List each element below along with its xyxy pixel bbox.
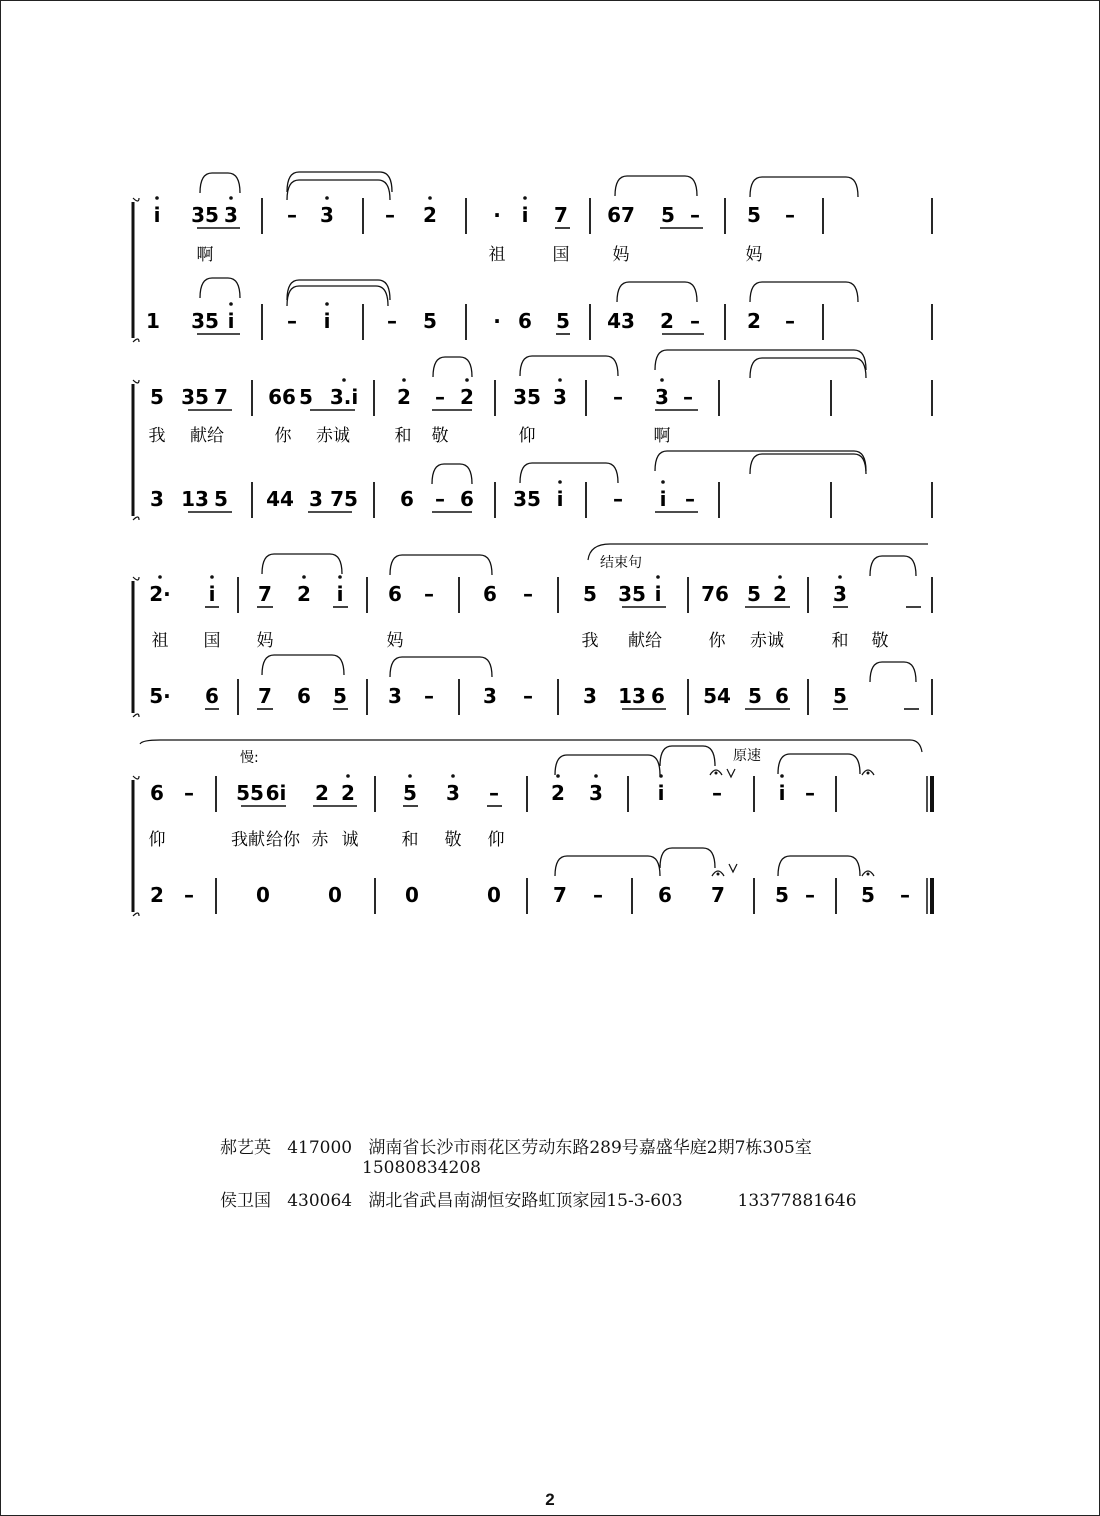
upper-note: – [424,582,434,606]
upper-note: 2 [397,385,411,409]
lower-note: i [556,487,564,511]
upper-note: 2 [315,781,329,805]
upper-note: i [654,582,662,606]
octave-dot [451,774,455,778]
octave-dot [229,196,233,200]
lyric: 妈 [256,631,274,651]
lyric: 你 [708,631,726,651]
lyric: 献给 [628,631,662,651]
breath-mark [729,864,737,872]
slur-arc [432,464,472,484]
lower-note: 44 [266,487,294,511]
slur-arc [615,176,697,196]
slur-arc [555,856,660,876]
lyric: 妈 [386,631,404,651]
upper-note: – [385,203,395,227]
octave-dot [155,196,159,200]
lower-note: 0 [405,883,419,907]
fermata-dot [715,772,718,775]
lower-note: – [805,883,815,907]
contact-2-address: 湖北省武昌南湖恒安路虹顶家园15-3-603 [368,1191,683,1211]
slur-arc [750,454,866,474]
octave-dot [523,196,527,200]
octave-dot [346,774,350,778]
upper-note: 3 [833,582,847,606]
lower-note: – [613,487,623,511]
upper-note: 6i [265,781,287,805]
lower-note: 6 [518,309,532,333]
lower-note: 0 [328,883,342,907]
lyric: 妈 [612,245,630,265]
marking-original-tempo: 原速 [733,748,761,764]
upper-note: 2 [551,781,565,805]
lower-note: 5 [214,487,228,511]
upper-note: 6 [150,781,164,805]
slur-arc [433,357,472,377]
lower-note: – [287,309,297,333]
lyric: 赤诚 [750,631,784,651]
lower-note: 5 [423,309,437,333]
lyric: 我 [581,631,599,651]
lyric: 我 [148,426,166,446]
upper-note: 5 [403,781,417,805]
octave-dot [656,575,660,579]
upper-note: i [778,781,786,805]
contact-1-name: 郝艺英 [220,1138,271,1158]
lower-note: 6 [205,684,219,708]
upper-note: i [208,582,216,606]
lower-note: 5 [861,883,875,907]
lyric: 和 [394,426,412,446]
lower-note: – [685,487,695,511]
lyric: 国 [552,245,570,265]
lyric: 给你 [266,830,300,850]
lyric: 和 [401,830,419,850]
upper-note: 7 [258,582,272,606]
upper-note: i [336,582,344,606]
slur-arc [287,180,390,200]
octave-dot [659,774,663,778]
slur-arc [200,278,240,298]
contact-2-postcode: 430064 [287,1191,353,1211]
lower-note: i [227,309,235,333]
upper-note: 3.i [329,385,359,409]
octave-dot [558,378,562,382]
upper-note: – [785,203,795,227]
lower-note: 54 [703,684,731,708]
contact-2-phone: 13377881646 [737,1191,857,1211]
page-number: 2 [545,1490,555,1509]
upper-note: 5 [299,385,313,409]
octave-dot [660,378,664,382]
lower-note: 5· [149,684,171,708]
octave-dot [556,774,560,778]
upper-note: 67 [607,203,635,227]
octave-dot [402,378,406,382]
lower-note: 35 [191,309,219,333]
lyric: 啊 [653,426,671,446]
upper-note: i [521,203,529,227]
lower-note: – [785,309,795,333]
upper-note: 3 [655,385,669,409]
octave-dot [780,774,784,778]
slur-arc [778,856,860,876]
upper-note: – [523,582,533,606]
slur-arc [660,848,715,868]
lower-note: 35 [513,487,541,511]
octave-dot [158,575,162,579]
slur-arc [287,280,390,300]
lower-note: 6 [400,487,414,511]
lyric: 诚 [341,830,359,850]
lower-note: 3 [483,684,497,708]
lower-note: 5 [748,684,762,708]
lyric: 仰 [487,830,505,850]
upper-note: – [489,781,499,805]
upper-note: 5 [661,203,675,227]
upper-note: 3 [320,203,334,227]
lower-note: 5 [775,883,789,907]
upper-note: 55 [236,781,264,805]
lower-note: 13 [618,684,646,708]
upper-note: 6 [388,582,402,606]
upper-note: i [657,781,665,805]
upper-note: 5 [150,385,164,409]
lower-note: 2 [660,309,674,333]
upper-note: – [184,781,194,805]
octave-dot [661,480,665,484]
upper-note: – [613,385,623,409]
upper-note: 66 [268,385,296,409]
upper-note: – [712,781,722,805]
lower-note: – [435,487,445,511]
lower-note: 13 [181,487,209,511]
slur-arc [660,746,715,766]
fermata-dot [867,772,870,775]
slur-arc [390,657,492,677]
lower-note: 5 [556,309,570,333]
upper-note: 35 [191,203,219,227]
octave-dot [325,196,329,200]
upper-note: 2 [423,203,437,227]
lyric: 赤 [311,830,329,850]
lower-note: – [387,309,397,333]
lower-note: 3 [150,487,164,511]
lower-note: – [184,883,194,907]
lyric: 仰 [148,830,166,850]
slur-arc [262,554,342,574]
lower-note: – [690,309,700,333]
upper-note: 3 [224,203,238,227]
upper-note: 2 [773,582,787,606]
octave-dot [338,575,342,579]
lyric: 敬 [431,426,449,446]
lower-note: 5 [333,684,347,708]
lower-note: i [659,487,667,511]
slur-arc [287,286,388,306]
lower-note: 3 [309,487,323,511]
upper-note: – [683,385,693,409]
upper-note: – [805,781,815,805]
lyric: 献给 [190,426,224,446]
upper-note: 7 [554,203,568,227]
slur-arc [870,662,916,682]
lower-note: 6 [775,684,789,708]
upper-note: 35 [513,385,541,409]
octave-dot [558,480,562,484]
slur-arc [750,282,858,302]
octave-dot [302,575,306,579]
marking-slow: 慢: [240,750,259,766]
lower-note: 2 [150,883,164,907]
lyric: 敬 [444,830,462,850]
upper-note: 2 [341,781,355,805]
upper-note: · [493,203,501,227]
slur-arc [750,358,866,378]
lyric: 祖 [488,245,506,265]
upper-note: 6 [483,582,497,606]
lower-note: 6 [460,487,474,511]
octave-dot [594,774,598,778]
lyric: 祖 [151,631,169,651]
lower-note: 7 [711,883,725,907]
lower-note: – [523,684,533,708]
octave-dot [778,575,782,579]
lower-note: 0 [487,883,501,907]
lower-note: 0 [256,883,270,907]
slur-arc [200,173,240,193]
octave-dot [229,302,233,306]
octave-dot [838,575,842,579]
upper-note: 3 [553,385,567,409]
upper-note: 2 [297,582,311,606]
lower-note: 6 [297,684,311,708]
octave-dot [408,774,412,778]
upper-note: 2· [149,582,171,606]
lower-note: 3 [583,684,597,708]
lyric: 赤诚 [316,426,350,446]
octave-dot [325,302,329,306]
contact-1-postcode: 417000 [287,1138,353,1158]
contact-1 [220,1133,812,1158]
upper-note: 7 [214,385,228,409]
upper-note: 5 [747,203,761,227]
contact-2-name: 侯卫国 [220,1191,271,1211]
lower-note: 7 [553,883,567,907]
contact-1-address: 湖南省长沙市雨花区劳动东路289号嘉盛华庭2期7栋305室 [368,1138,812,1158]
upper-note: – [435,385,445,409]
slur-arc [287,172,392,192]
upper-note: 76 [701,582,729,606]
lower-note: – [593,883,603,907]
upper-note: 5 [583,582,597,606]
lower-note: 3 [388,684,402,708]
lower-note: 1 [146,309,160,333]
lower-note: 5 [833,684,847,708]
lower-note: – [900,883,910,907]
lower-note: 75 [330,487,358,511]
slur-arc [520,463,618,483]
lyric: 仰 [518,426,536,446]
slur-arc [262,655,344,675]
lyric: 我献 [231,830,265,850]
lower-note: 43 [607,309,635,333]
lyric: 你 [274,426,292,446]
breath-mark [727,769,735,777]
lower-note: · [493,309,501,333]
fermata-dot [867,873,870,876]
slur-arc [555,755,660,775]
lyric: 国 [203,631,221,651]
upper-note: 5 [747,582,761,606]
octave-dot [465,378,469,382]
lyric: 和 [831,631,849,651]
slur-arc [390,555,492,575]
lower-note: 2 [747,309,761,333]
lyric: 敬 [871,631,889,651]
lyric: 啊 [196,245,214,265]
slur-arc [870,556,916,576]
lower-note: i [323,309,331,333]
slur-arc [617,282,697,302]
upper-note: 35 [181,385,209,409]
contact-1-phone: 15080834208 [362,1158,481,1178]
lower-note: – [424,684,434,708]
upper-note: 3 [589,781,603,805]
octave-dot [210,575,214,579]
upper-note: 35 [618,582,646,606]
octave-dot [428,196,432,200]
upper-note: – [690,203,700,227]
lyric: 妈 [745,245,763,265]
slur-arc [520,356,618,376]
octave-dot [342,378,346,382]
slur-arc [778,754,860,774]
upper-note: i [153,203,161,227]
slur-arc [655,350,866,370]
slur-arc [750,177,858,197]
upper-note: 3 [446,781,460,805]
upper-note: – [287,203,297,227]
lower-note: 6 [651,684,665,708]
fermata-dot [717,873,720,876]
lower-note: 7 [258,684,272,708]
contact-2 [220,1186,857,1211]
lower-note: 6 [658,883,672,907]
upper-note: 2 [460,385,474,409]
marking-ending-phrase: 结束句 [600,555,642,571]
